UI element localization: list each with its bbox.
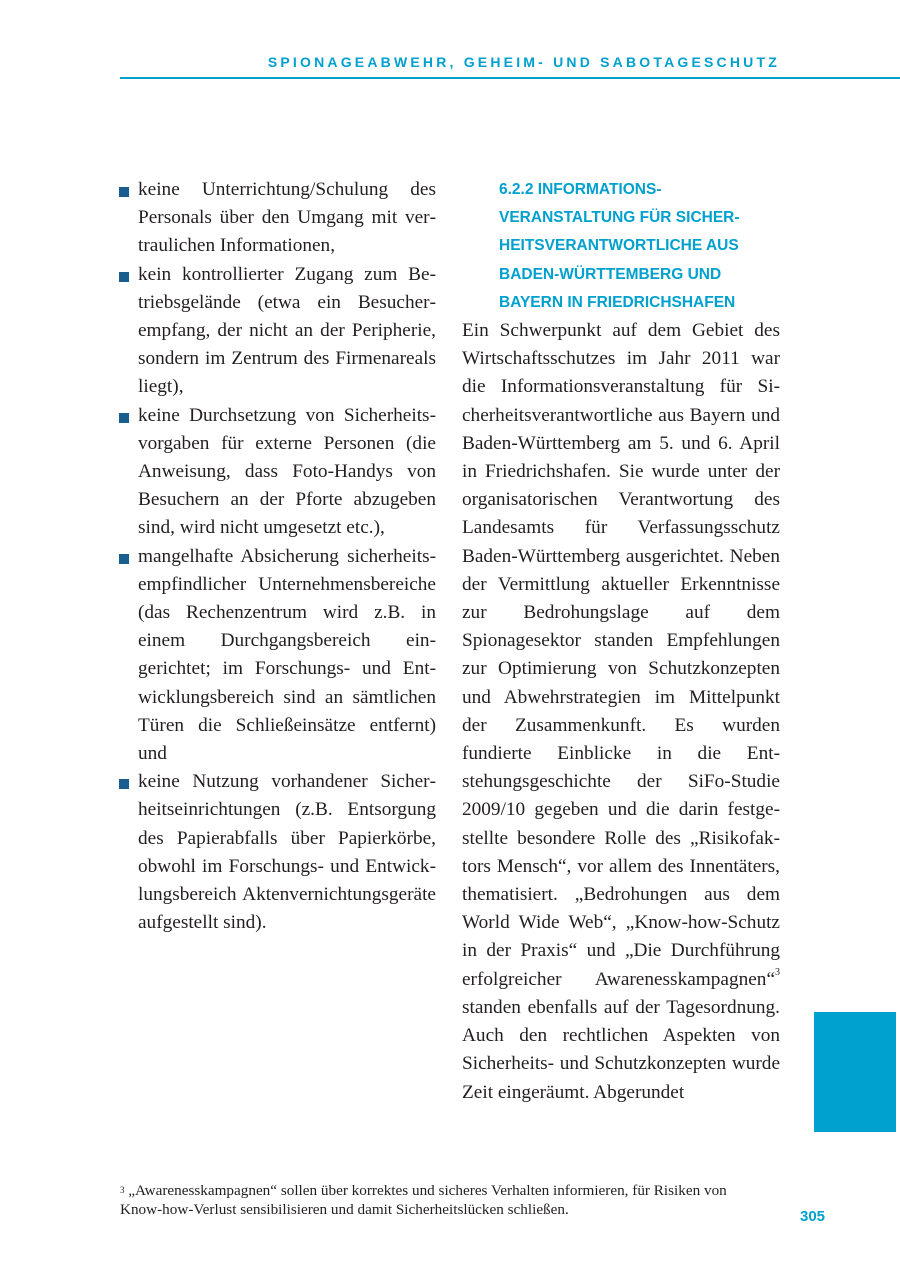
list-item-text: keine Durchsetzung von Sicherheitsvorgaben für externe Personen (die Anweisung, dass Foto-Handys von Besuchern an der Pforte abzugeben sind, wird nicht umgesetzt etc.), xyxy=(138,404,436,539)
chapter-tab xyxy=(814,1012,896,1132)
body-text-part-1: Ein Schwerpunkt auf dem Gebiet des Wirtschaftsschutzes im Jahr 2011 war die Informationsveranstaltung für Sicherheitsverantwortliche aus Bayern und Baden-Württemberg am 5. und 6. April in Friedrichshafen. Sie wurde unter der organisatorischen Verantwortung des Landesamts für Verfassungsschutz Baden-Württemberg ausgerichtet. Neben der Vermittlung aktueller Erkenntnisse zur Bedrohungslage auf dem Spionagesektor standen Empfehlungen zur Optimierung von Schutzkonzepten und Abwehrstrategien im Mittelpunkt der Zusammenkunft. Es wurden fundierte Einblicke in die Entstehungsgeschichte der SiFo-Studie 2009/10 gegeben und die darin festgestellte besondere Rolle des „Risikofaktors Mensch“, vor allem des Innentäters, thematisiert. „Bedrohungen aus dem World Wide Web“, „Know-how-Schutz in der Praxis“ und „Die Durchführung erfolgreicher Awarenesskampagnen“ xyxy=(462,320,780,990)
list-item xyxy=(118,261,436,402)
list-item-text: keine Nutzung vorhandener Sicherheitseinrichtungen (z.B. Entsorgung des Papierabfalls über Papierkörbe, obwohl im Forschungs- und Entwicklungsbereich Aktenvernichtungsgeräte aufgestellt sind). xyxy=(138,771,436,934)
list-item-text: mangelhafte Absicherung sicherheitsempfindlicher Unternehmensbereiche (das Rechenzentrum wird z.B. in einem Durchgangsbereich eingerichtet; im Forschungs- und Entwicklungsbereich sind an sämtlichen Türen die Schließeinsätze entfernt) und xyxy=(138,545,436,765)
list-item xyxy=(118,176,436,261)
section-heading: 6.2.2 INFORMATIONSVERANSTALTUNG FÜR SICHERHEITSVERANTWORTLICHE AUS BADEN-WÜRTTEMBERG UND BAYERN IN FRIEDRICHSHAFEN xyxy=(499,181,740,311)
list-item xyxy=(118,543,436,769)
footnote xyxy=(120,1182,760,1219)
footnote-reference[interactable]: 3 xyxy=(775,966,780,978)
header-rule xyxy=(120,77,900,79)
list-item xyxy=(118,402,436,543)
square-bullet-icon xyxy=(119,779,129,789)
list-item-text: keine Unterrichtung/Schulung des Personals über den Umgang mit vertraulichen Informationen, xyxy=(138,179,436,257)
body-text-part-2: standen ebenfalls auf der Tagesordnung. Auch den rechtlichen Aspekten von Sicherheits- und Schutzkonzepten wurde Zeit eingeräumt. Abgerundet xyxy=(462,996,780,1103)
list-item xyxy=(118,768,436,937)
page-number: 305 xyxy=(800,1208,826,1225)
list-item-text: kein kontrollierter Zugang zum Betriebsgelände (etwa ein Besucherempfang, der nicht an der Peripherie, sondern im Zentrum des Firmenareals liegt), xyxy=(138,263,436,398)
right-column xyxy=(462,176,780,1107)
left-column xyxy=(118,176,436,937)
running-head: SPIONAGEABWEHR, GEHEIM- UND SABOTAGESCHUTZ xyxy=(267,54,780,70)
square-bullet-icon xyxy=(119,187,129,197)
footnote-number: 3 xyxy=(120,1185,125,1195)
square-bullet-icon xyxy=(119,272,129,282)
square-bullet-icon xyxy=(119,413,129,423)
footnote-text: „Awarenesskampagnen“ sollen über korrektes und sicheres Verhalten informieren, für Risiken von Know-how-Verlust sensibilisieren und damit Sicherheitslücken schließen. xyxy=(120,1182,727,1218)
body-paragraph xyxy=(462,317,780,1107)
square-bullet-icon xyxy=(119,554,129,564)
